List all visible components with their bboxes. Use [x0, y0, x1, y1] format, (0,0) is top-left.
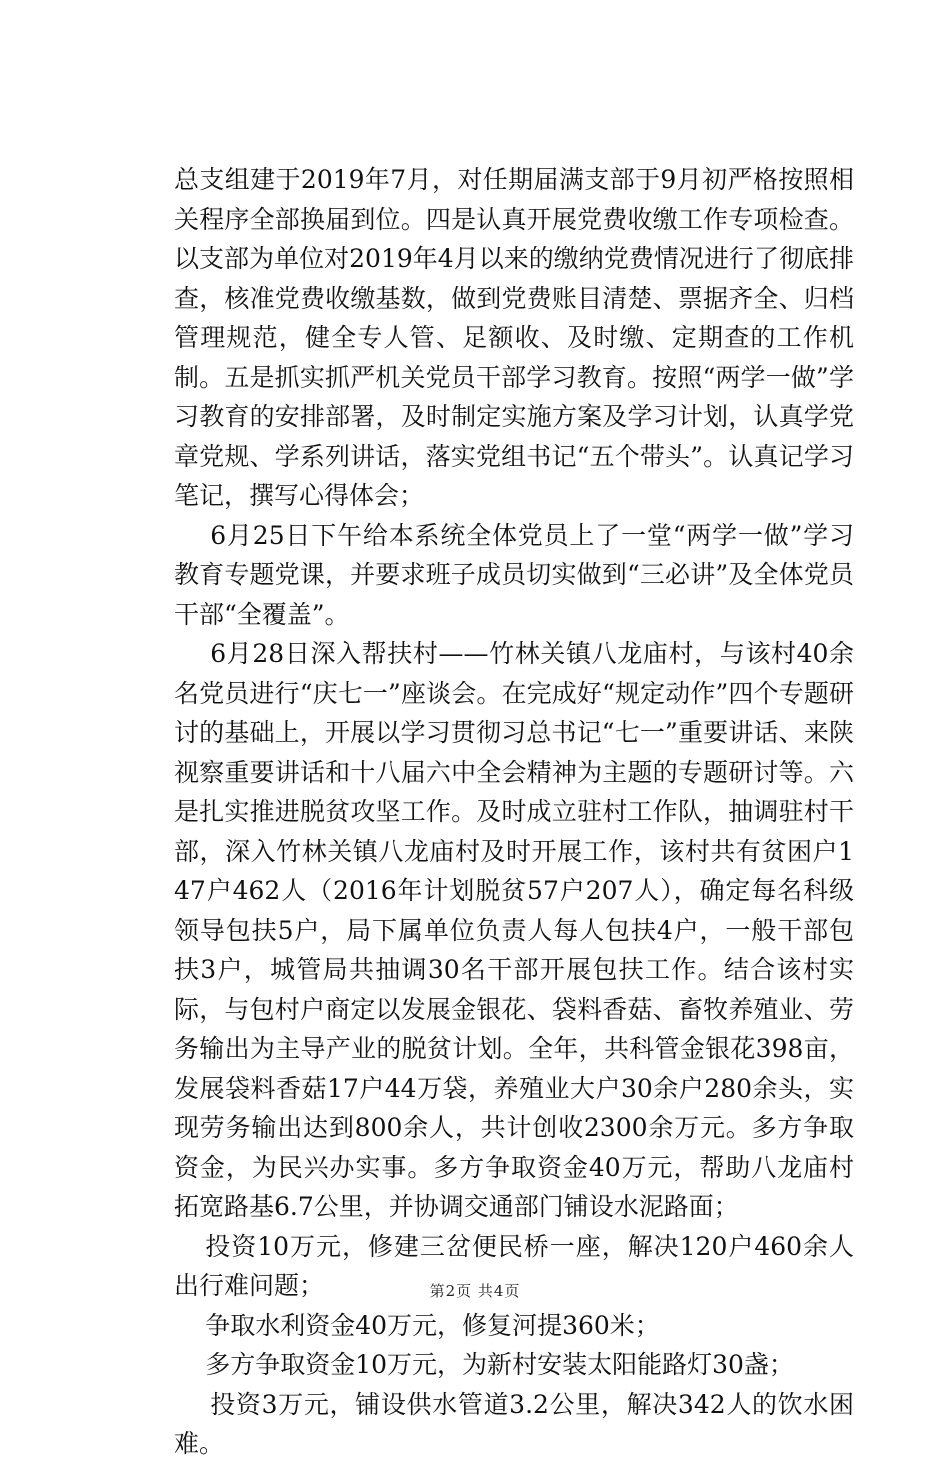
paragraph-bridge-investment: 投资10万元，修建三岔便民桥一座，解决120户460余人出行难问题；: [174, 1231, 854, 1300]
paragraph-street-lights: 多方争取资金10万元，为新村安装太阳能路灯30盏；: [205, 1350, 794, 1379]
page-number-footer: 第2页 共4页: [429, 1282, 521, 1300]
paragraph-party-work: 总支组建于2019年7月，对任期届满支部于9月初严格按照相关程序全部换届到位。四是认真开展党费收缴工作专项检查。以支部为单位对2019年4月以来的缴纳党费情况进行了彻底排查，核准党费收缴基数，做到党费账目清楚、票据齐全、归档管理规范，健全专人管、足额收、及时缴、定期查的工作机制。五是抓实抓严机关党员干部学习教育。按照“两学一做”学习教育的安排部署，及时制定实施方案及学习计划，认真学党章党规、学系列讲话，落实党组书记“五个带头”。认真记学习笔记，撰写心得体会；: [174, 165, 854, 510]
document-body: [174, 160, 854, 1464]
paragraph-poverty-alleviation: 6月28日深入帮扶村——竹林关镇八龙庙村，与该村40余名党员进行“庆七一”座谈会。在完成好“规定动作”四个专题研讨的基础上，开展以学习贯彻习总书记“七一”重要讲话、来陕视察重要讲话和十八届六中全会精神为主题的专题研讨等。六是扎实推进脱贫攻坚工作。及时成立驻村工作队，抽调驻村干部，深入竹林关镇八龙庙村及时开展工作，该村共有贫困户147户462人（2016年计划脱贫57户207人），确定每名科级领导包扶5户，局下属单位负责人每人包扶4户，一般干部包扶3户，城管局共抽调30名干部开展包扶工作。结合该村实际，与包村户商定以发展金银花、袋料香菇、畜牧养殖业、劳务输出为主导产业的脱贫计划。全年，共科管金银花398亩，发展袋料香菇17户44万袋，养殖业大户30余户280余头，实现劳务输出达到800余人，共计创收2300余万元。多方争取资金，为民兴办实事。多方争取资金40万元，帮助八龙庙村拓宽路基6.7公里，并协调交通部门铺设水泥路面；: [174, 639, 854, 1221]
paragraph-water-funds: 争取水利资金40万元，修复河提360米；: [205, 1310, 660, 1340]
paragraph-water-pipeline: 投资3万元，铺设供水管道3.2公里，解决342人的饮水困难。: [174, 1389, 854, 1458]
paragraph-party-lecture: 6月25日下午给本系统全体党员上了一堂“两学一做”学习教育专题党课，并要求班子成员切实做到“三必讲”及全体党员干部“全覆盖”。: [174, 520, 854, 629]
